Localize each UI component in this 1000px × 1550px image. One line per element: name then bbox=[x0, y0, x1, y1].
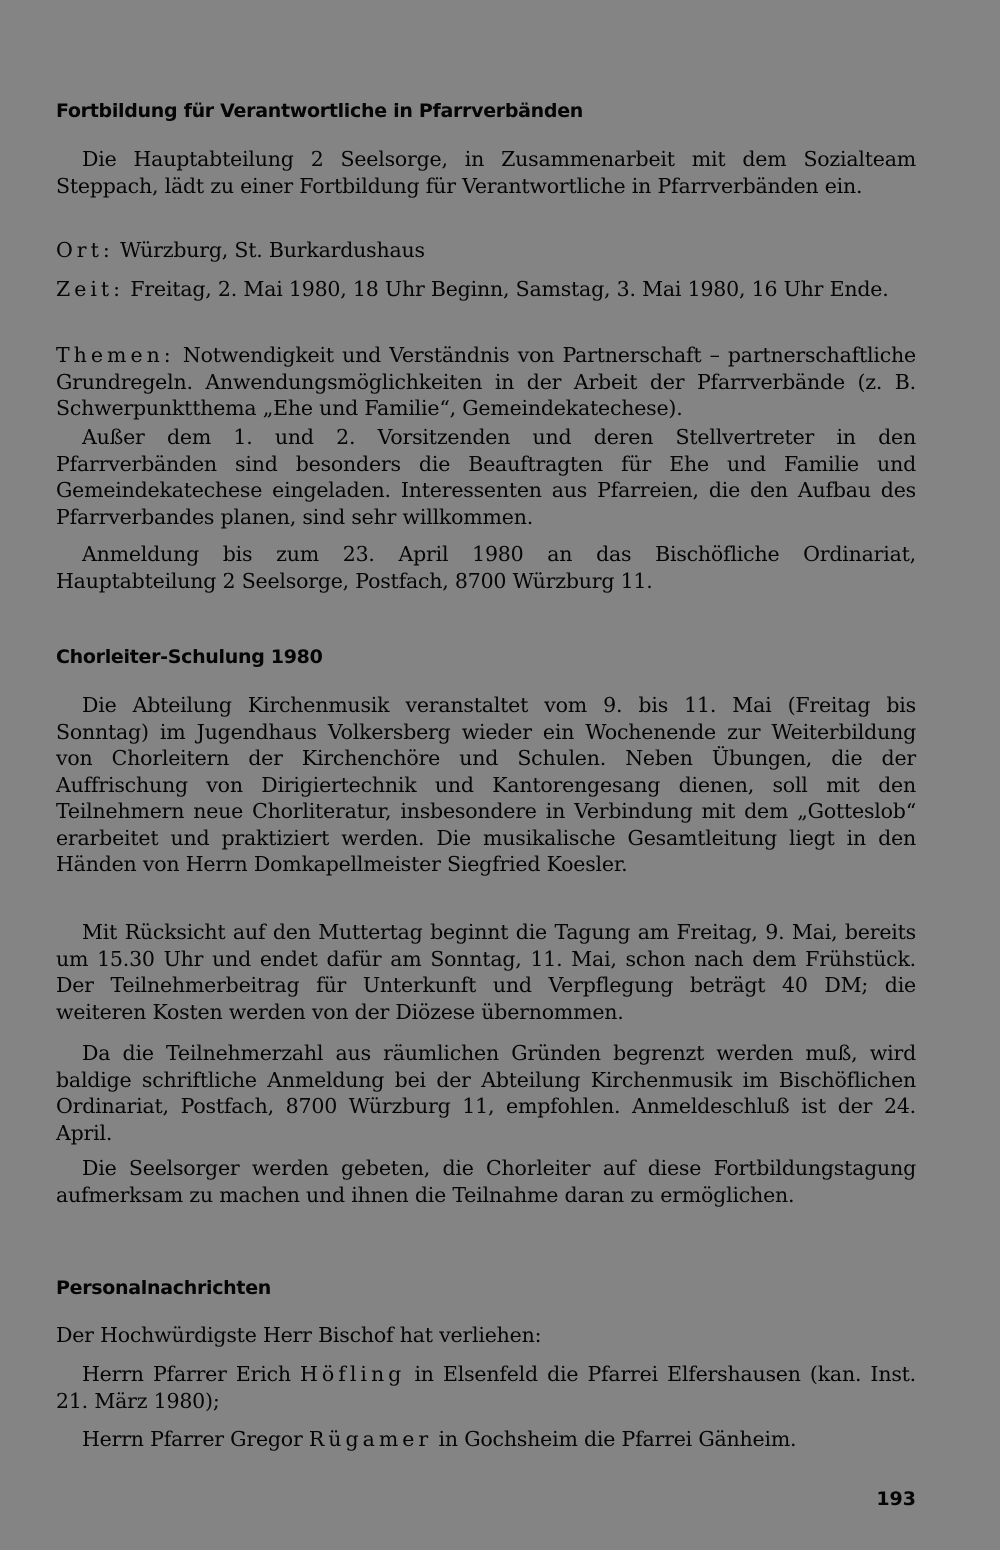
themen-label: Themen: bbox=[56, 343, 175, 367]
zeit-value: Freitag, 2. Mai 1980, 18 Uhr Beginn, Samstag, 3. Mai 1980, 16 Uhr Ende. bbox=[124, 277, 889, 301]
paragraph-themen bbox=[56, 342, 916, 422]
paragraph-zeit bbox=[56, 276, 916, 303]
paragraph-chorleiter-1: Die Abteilung Kirchenmusik veranstaltet vom 9. bis 11. Mai (Freitag bis Sonntag) im Jugendhaus Volkersberg wieder ein Wochenende zur Weiterbildung von Chorleitern der Kirchenchöre und Schulen. Neben Übungen, die der Auffrischung von Dirigiertechnik und Kantorengesang dienen, soll mit den Teilnehmern neue Chorliteratur, insbesondere in Verbindung mit dem „Gotteslob“ erarbeitet und praktiziert werden. Die musikalische Gesamtleitung liegt in den Händen von Herrn Domkapellmeister Siegfried Koesler. bbox=[56, 693, 916, 876]
entry-2-prefix: Herrn Pfarrer Gregor bbox=[82, 1427, 309, 1451]
section-heading-chorleiter: Chorleiter-Schulung 1980 bbox=[56, 646, 323, 668]
paragraph-registration: Anmeldung bis zum 23. April 1980 an das Bischöfliche Ordinariat, Hauptabteilung 2 Seelsorge, Postfach, 8700 Würzburg 11. bbox=[56, 542, 916, 593]
entry-2-name: Rügamer bbox=[308, 1427, 433, 1451]
ort-label: Ort: bbox=[56, 238, 114, 262]
entry-1-name: Höfling bbox=[300, 1362, 406, 1386]
themen-value: Notwendigkeit und Verständnis von Partnerschaft – partnerschaftliche Grundregeln. Anwendungsmöglichkeiten in der Arbeit der Pfarrverbände (z. B. Schwerpunktthema „Ehe und Familie“, Gemeindekatechese). bbox=[56, 343, 916, 420]
section-heading-personal: Personalnachrichten bbox=[56, 1277, 272, 1299]
entry-2-suffix: in Gochsheim die Pfarrei Gänheim. bbox=[432, 1427, 797, 1451]
section-heading-fortbildung: Fortbildung für Verantwortliche in Pfarrverbänden bbox=[56, 100, 584, 122]
paragraph-personal-intro: Der Hochwürdigste Herr Bischof hat verliehen: bbox=[56, 1323, 542, 1347]
ort-value: Würzburg, St. Burkardushaus bbox=[113, 238, 425, 262]
entry-1-prefix: Herrn Pfarrer Erich bbox=[82, 1362, 301, 1386]
paragraph-chorleiter-4: Die Seelsorger werden gebeten, die Chorleiter auf diese Fortbildungstagung aufmerksam zu machen und ihnen die Teilnahme daran zu ermöglichen. bbox=[56, 1156, 916, 1207]
paragraph-chorleiter-3: Da die Teilnehmerzahl aus räumlichen Gründen begrenzt werden muß, wird baldige schriftliche Anmeldung bei der Abteilung Kirchenmusik im Bischöflichen Ordinariat, Postfach, 8700 Würzburg 11, empfohlen. Anmeldeschluß ist der 24. April. bbox=[56, 1041, 916, 1145]
personal-entry-2 bbox=[56, 1426, 916, 1453]
paragraph-ort bbox=[56, 237, 916, 264]
paragraph-chorleiter-2: Mit Rücksicht auf den Muttertag beginnt die Tagung am Freitag, 9. Mai, bereits um 15.30 Uhr und endet dafür am Sonntag, 11. Mai, schon nach dem Frühstück. Der Teilnehmerbeitrag für Unterkunft und Verpflegung beträgt 40 DM; die weiteren Kosten werden von der Diözese übernommen. bbox=[56, 920, 916, 1024]
entry-1-suffix: in Elsenfeld die Pfarrei Elfershausen (kan. Inst. 21. März 1980); bbox=[56, 1362, 916, 1413]
paragraph-intro: Die Hauptabteilung 2 Seelsorge, in Zusammenarbeit mit dem Sozialteam Steppach, lädt zu einer Fortbildung für Verantwortliche in Pfarrverbänden ein. bbox=[56, 147, 916, 198]
personal-entry-1 bbox=[56, 1361, 916, 1414]
page-number: 193 bbox=[876, 1488, 916, 1510]
paragraph-invited: Außer dem 1. und 2. Vorsitzenden und deren Stellvertreter in den Pfarrverbänden sind besonders die Beauftragten für Ehe und Familie und Gemeindekatechese eingeladen. Interessenten aus Pfarreien, die den Aufbau des Pfarrverbandes planen, sind sehr willkommen. bbox=[56, 425, 916, 529]
zeit-label: Zeit: bbox=[56, 277, 125, 301]
